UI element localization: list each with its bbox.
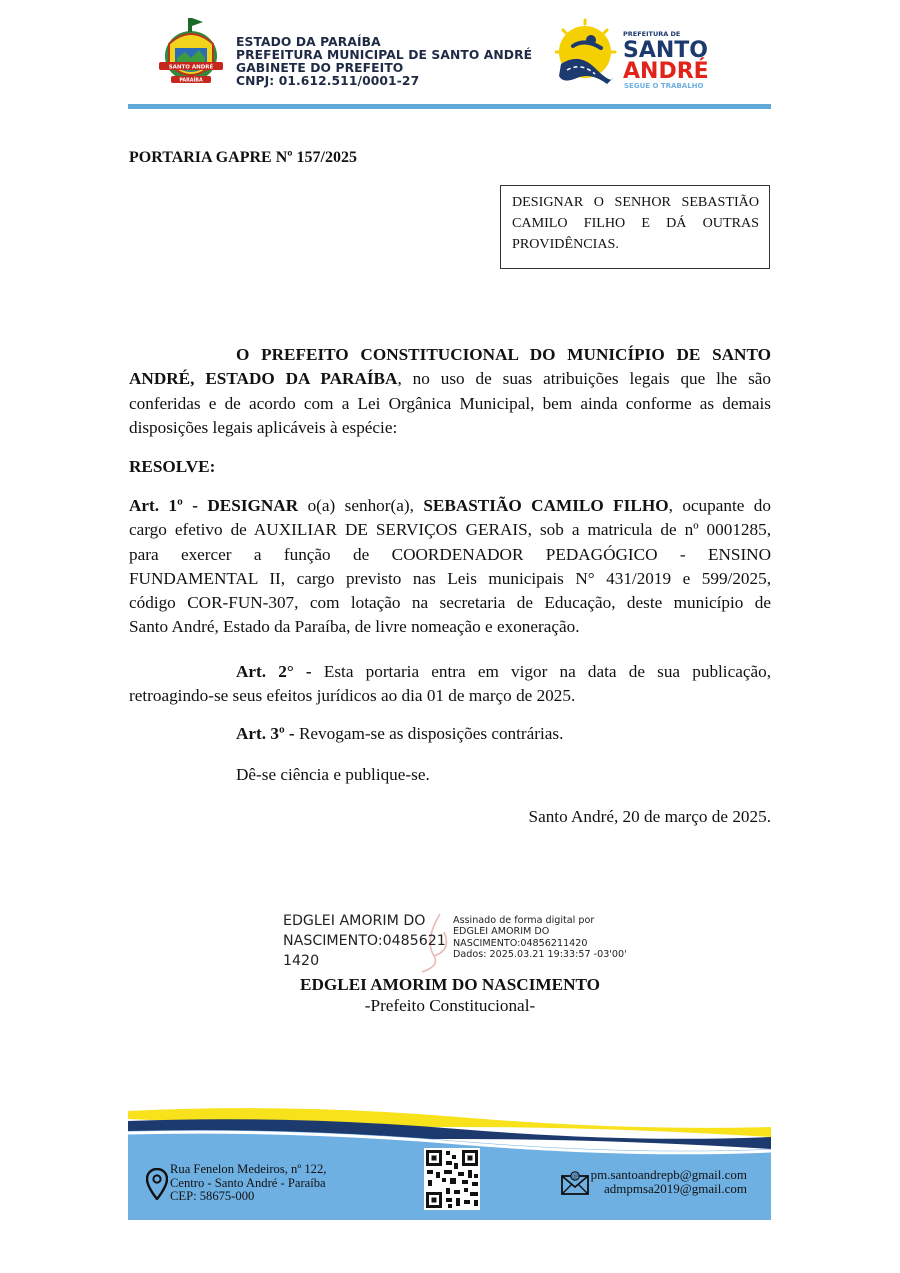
header-line-cnpj: CNPJ: 01.612.511/0001-27 (236, 74, 420, 88)
signature-detail-line: NASCIMENTO:04856211420 (453, 937, 588, 949)
qr-code-icon (424, 1148, 480, 1210)
email-address: admpmsa2019@gmail.com (603, 1180, 747, 1196)
signature-detail-line: Assinado de forma digital por (453, 915, 595, 926)
art3-text: Revogam-se as disposições contrárias. (294, 724, 564, 743)
art1-line-2: cargo efetivo de AUXILIAR DE SERVIÇOS GERAIS, sob a matricula de nº 0001285, (129, 520, 771, 540)
logo-name-andre: ANDRÉ (623, 59, 709, 84)
article-3 (236, 722, 563, 746)
summary-line: CAMILO FILHO E DÁ OUTRAS (512, 215, 759, 231)
logo-name-santo: SANTO (623, 38, 708, 63)
article-1 (129, 494, 771, 640)
article-2 (129, 660, 771, 709)
header-institution-lines (236, 36, 536, 88)
preamble-line-1: O PREFEITO CONSTITUCIONAL DO MUNICÍPIO DE SANTO (236, 345, 771, 364)
summary-box (500, 185, 770, 269)
crest-banner-top: SANTO ANDRÉ (168, 64, 214, 71)
address-line: Centro - Santo André - Paraíba (170, 1175, 326, 1190)
signature-name-line: 1420 (283, 953, 320, 969)
date-line: Santo André, 20 de março de 2025. (528, 807, 771, 826)
signer-title: -Prefeito Constitucional- (364, 996, 536, 1015)
preamble-bold-state: ANDRÉ, ESTADO DA PARAÍBA (129, 369, 398, 389)
footer-address (170, 1163, 326, 1204)
art2-label: Art. 2° - (236, 662, 312, 681)
art1-text-a: o(a) senhor(a), (298, 496, 424, 515)
signature-detail-line: EDGLEI AMORIM DO (453, 926, 550, 938)
location-pin-icon (146, 1168, 168, 1200)
santo-andre-brand-logo (555, 18, 715, 90)
signature-name-line: NASCIMENTO:0485621 (283, 933, 446, 949)
logo-slogan: SEGUE O TRABALHO (624, 82, 704, 90)
summary-line: DESIGNAR O SENHOR SEBASTIÃO (512, 194, 759, 210)
signature-detail-line: Dados: 2025.03.21 19:33:57 -03'00' (453, 949, 627, 961)
header-line-prefecture: PREFEITURA MUNICIPAL DE SANTO ANDRÉ (236, 48, 533, 62)
art1-person-name: SEBASTIÃO CAMILO FILHO (423, 496, 669, 515)
logo-small-label: PREFEITURA DE (623, 30, 681, 38)
art1-text-b: , ocupante do (668, 496, 771, 515)
preamble-line-3: conferidas e de acordo com a Lei Orgânica Municipal, bem ainda conforme as demais (129, 393, 771, 413)
summary-text (512, 192, 759, 255)
document-title: PORTARIA GAPRE Nº 157/2025 (129, 149, 357, 166)
art1-line-4: FUNDAMENTAL II, cargo previsto nas Leis municipais N° 431/2019 e 599/2025, (129, 568, 771, 588)
address-line: Rua Fenelon Medeiros, nº 122, (170, 1162, 327, 1176)
summary-line: PROVIDÊNCIAS. (512, 236, 619, 252)
art2-line-2: retroagindo-se seus efeitos jurídicos ao dia 01 de março de 2025. (129, 686, 576, 706)
art1-line-3: para exercer a função de COORDENADOR PEDAGÓGICO - ENSINO (129, 544, 771, 564)
art1-line-5: código COR-FUN-307, com lotação na secretaria de Educação, deste município de (129, 593, 771, 613)
preamble-paragraph (129, 343, 771, 440)
digital-signature-details (453, 915, 633, 961)
header-divider (128, 104, 771, 109)
crest-banner-bottom: PARAÍBA (179, 78, 203, 84)
preamble-line-4: disposições legais aplicáveis à espécie: (129, 417, 398, 437)
svg-text:@: @ (572, 1173, 578, 1181)
art3-label: Art. 3º - (236, 724, 295, 743)
header-line-office: GABINETE DO PREFEITO (236, 61, 404, 75)
publish-notice: Dê-se ciência e publique-se. (236, 765, 430, 784)
digital-signature-name (283, 911, 453, 971)
signature-name-line: EDGLEI AMORIM DO (283, 913, 426, 929)
art1-label: Art. 1º - DESIGNAR (129, 496, 299, 515)
art1-line-6: Santo André, Estado da Paraíba, de livre nomeação e exoneração. (129, 617, 580, 637)
email-envelope-icon (560, 1170, 590, 1196)
municipal-crest-logo (155, 14, 227, 90)
address-line: CEP: 58675-000 (170, 1189, 255, 1203)
signer-name: EDGLEI AMORIM DO NASCIMENTO (299, 975, 601, 994)
resolve-heading: RESOLVE: (129, 457, 216, 476)
header-line-state: ESTADO DA PARAÍBA (236, 35, 381, 49)
preamble-line-2-rest: , no uso de suas atribuições legais que lhe são (397, 369, 771, 389)
art2-line-1: Esta portaria entra em vigor na data de sua publicação, (311, 662, 771, 681)
email-address: pm.santoandrepb@gmail.com (590, 1167, 747, 1182)
footer-emails (590, 1168, 747, 1195)
